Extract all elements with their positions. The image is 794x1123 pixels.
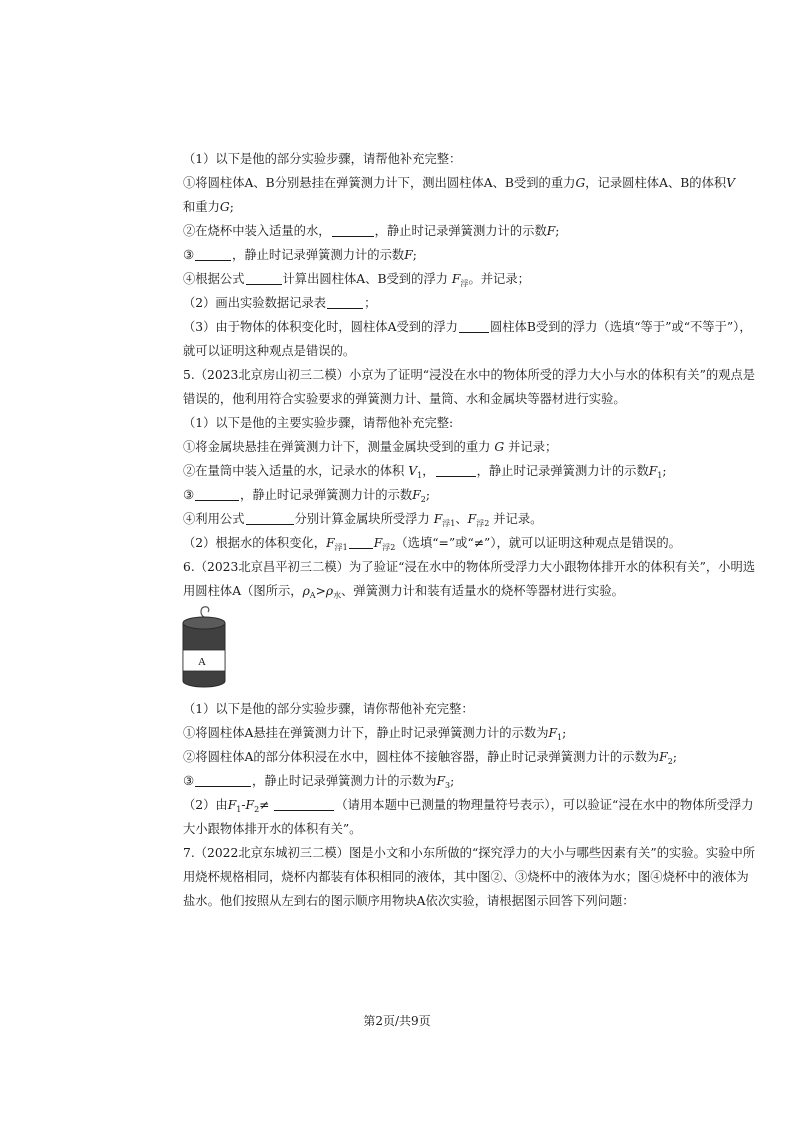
p5-q2: （2）根据水的体积变化，$F_{浮1}$ $F_{浮2}$（选填“=”或“≠”），就可以证明这种观点是错误的。: [183, 536, 681, 552]
p5-step3: ③ ，静止时记录弹簧测力计的示数$F_2$;: [183, 488, 430, 504]
s1-step1-cont: 和重力G;: [183, 200, 234, 214]
p5-line2: 错误的，他利用符合实验要求的弹簧测力计、量筒、水和金属块等器材进行实验。: [183, 392, 626, 406]
s1-q3: （3）由于物体的体积变化时，圆柱体A受到的浮力 圆柱体B受到的浮力（选填“等于”或“不等于”），: [183, 320, 752, 334]
cylinder-a-figure: [181, 605, 231, 693]
s1-step1: ①将圆柱体A、B分别悬挂在弹簧测力计下，测出圆柱体A、B受到的重力G，记录圆柱体A、B的体积V: [183, 176, 736, 190]
s1-step4: ④根据公式 计算出圆柱体A、B受到的浮力 $F_浮$。并记录；: [183, 272, 530, 288]
p6-step1: ①将圆柱体A悬挂在弹簧测力计下，静止时记录弹簧测力计的示数为$F_1$;: [183, 726, 567, 742]
p5-step2: ②在量筒中装入适量的水，记录水的体积 $V_1$， ，静止时记录弹簧测力计的示数$F_1$;: [183, 464, 667, 480]
blank[interactable]: [195, 774, 251, 787]
s1-q3-cont: 就可以证明这种观点是错误的。: [183, 344, 356, 358]
s1-step3: ③ ，静止时记录弹簧测力计的示数F;: [183, 248, 417, 262]
p6-q2-cont: 大小跟物体排开水的体积有关”。: [183, 822, 362, 836]
p5-intro: （1）以下是他的主要实验步骤，请帮他补充完整:: [183, 416, 454, 430]
cylinder-label: A: [198, 656, 206, 668]
blank[interactable]: [246, 272, 282, 285]
s1-step2: ②在烧杯中装入适量的水， ，静止时记录弹簧测力计的示数F;: [183, 224, 560, 238]
blank[interactable]: [274, 798, 334, 811]
p5-line1: 5.（2023北京房山初三二模）小京为了证明“浸没在水中的物体所受的浮力大小与水的体积有关”的观点是: [183, 368, 756, 382]
p7-line2: 用烧杯规格相同，烧杯内都装有体积相同的液体，其中图②、③烧杯中的液体为水；图④烧杯中的液体为: [183, 870, 749, 884]
blank[interactable]: [349, 536, 373, 549]
p6-step3: ③ ，静止时记录弹簧测力计的示数为$F_3$;: [183, 774, 455, 790]
p7-line3: 盐水。他们按照从左到右的图示顺序用物块A依次实验，请根据图示回答下列问题：: [183, 894, 635, 908]
p5-step4: ④利用公式 分别计算金属块所受浮力 $F_{浮1}$、$F_{浮2}$ 并记录。: [183, 512, 543, 528]
blank[interactable]: [327, 296, 363, 309]
p6-line1: 6.（2023北京昌平初三二模）为了验证“浸在水中的物体所受浮力大小跟物体排开水的体积有关”，小明选: [183, 560, 756, 574]
blank[interactable]: [195, 248, 231, 261]
blank[interactable]: [332, 224, 374, 237]
page-number: 第2页/共9页: [363, 1014, 431, 1028]
blank[interactable]: [246, 512, 294, 525]
s1-q2: （2）画出实验数据记录表 ；: [183, 296, 377, 310]
p6-intro: （1）以下是他的部分实验步骤，请你帮他补充完整：: [183, 702, 474, 716]
p7-line1: 7.（2022北京东城初三二模）图是小文和小东所做的“探究浮力的大小与哪些因素有关”的实验。实验中所: [183, 846, 756, 860]
p6-step2: ②将圆柱体A的部分体积浸在水中，圆柱体不接触容器，静止时记录弹簧测力计的示数为$F_2$;: [183, 750, 677, 766]
blank[interactable]: [459, 320, 489, 333]
blank[interactable]: [436, 464, 476, 477]
p5-step1: ①将金属块悬挂在弹簧测力计下，测量金属块受到的重力 G 并记录；: [183, 440, 558, 454]
blank[interactable]: [195, 488, 239, 501]
hook-icon: [201, 607, 209, 617]
p6-q2: （2）由$F_1-F_2\ne$ （请用本题中已测量的物理量符号表示），可以验证“浸在水中的物体所受浮力: [183, 798, 754, 814]
p6-line2: 用圆柱体A（图所示，$\rho_A>\rho_水$、弹簧测力计和装有适量水的烧杯等器材进行实验。: [183, 584, 624, 600]
s1-intro: （1）以下是他的部分实验步骤，请帮他补充完整：: [183, 152, 462, 166]
